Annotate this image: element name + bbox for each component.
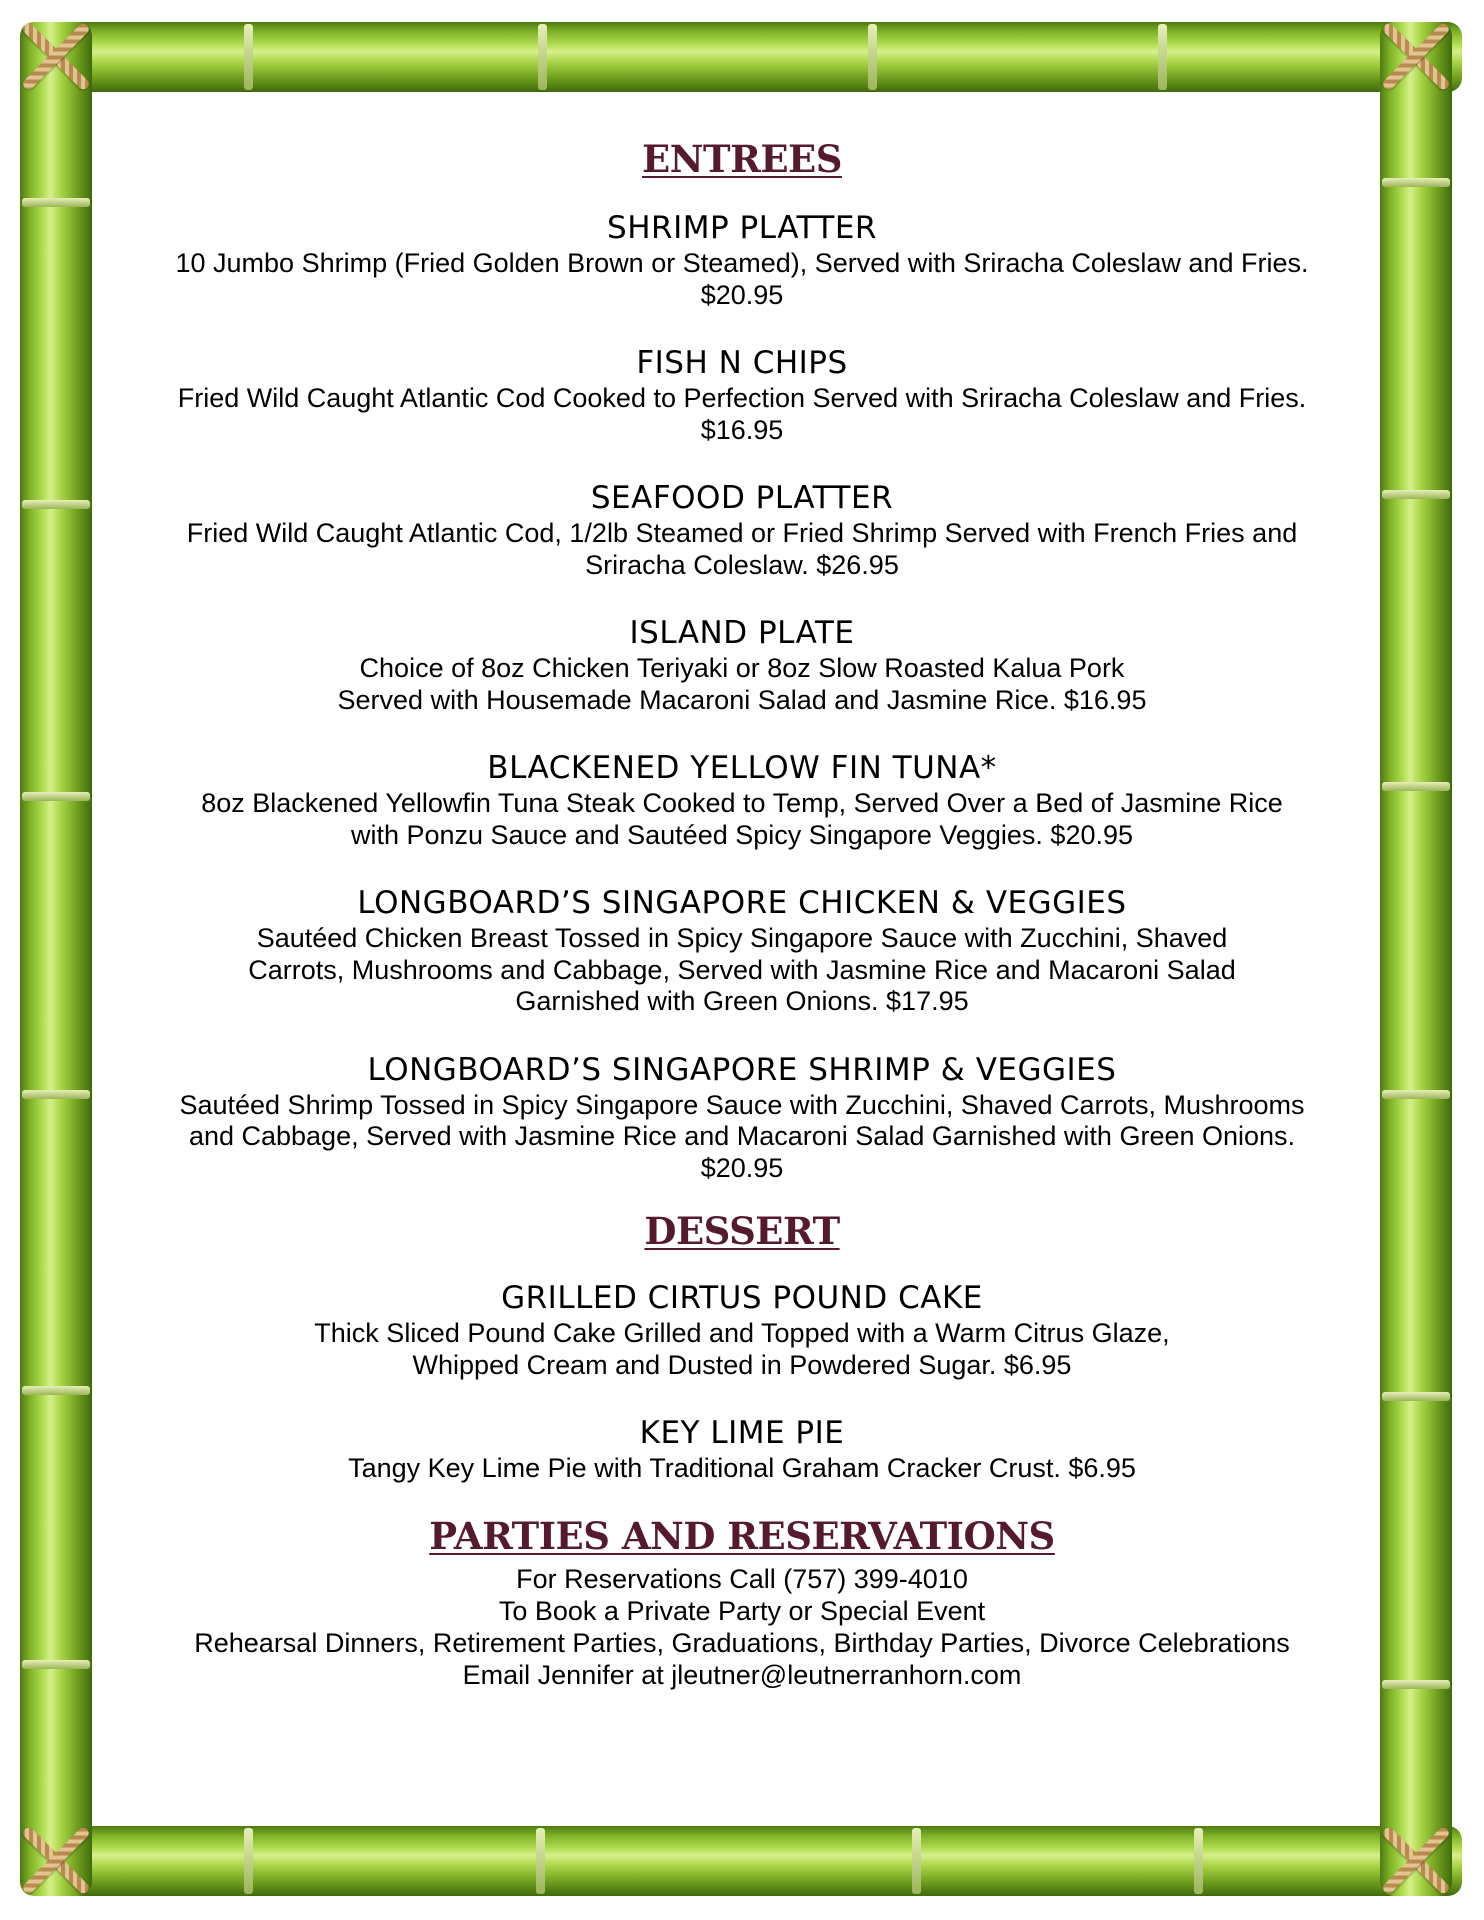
contact-email: Email Jennifer at jleutner@leutnerranhorn.com [462, 1659, 1022, 1690]
item-name: LONGBOARD’S SINGAPORE SHRIMP & VEGGIES [367, 1051, 1117, 1088]
item-description: Carrots, Mushrooms and Cabbage, Served with Jasmine Rice and Macaroni Salad [248, 954, 1236, 985]
rope-knot-icon [20, 20, 92, 92]
item-description: Thick Sliced Pound Cake Grilled and Topped with a Warm Citrus Glaze, [314, 1318, 1170, 1348]
rope-knot-icon [20, 1824, 92, 1896]
menu-item [130, 1050, 1354, 1185]
bamboo-node [538, 24, 547, 90]
entrees-section [130, 132, 1354, 1184]
item-name: KEY LIME PIE [639, 1415, 845, 1451]
item-name: SHRIMP PLATTER [607, 210, 877, 246]
item-description: Choice of 8oz Chicken Teriyaki or 8oz Slow Roasted Kalua Pork [359, 653, 1125, 683]
bamboo-node [22, 1386, 90, 1395]
item-description: Fried Wild Caught Atlantic Cod Cooked to Perfection Served with Sriracha Coleslaw and Fries. [177, 383, 1307, 413]
menu-item [130, 1278, 1354, 1381]
item-description: $20.95 [700, 279, 784, 310]
bamboo-node [22, 500, 90, 509]
item-description: Tangy Key Lime Pie with Traditional Graham Cracker Crust. $6.95 [348, 1453, 1136, 1483]
item-name: SEAFOOD PLATTER [590, 480, 894, 516]
reservation-phone: For Reservations Call (757) 399-4010 [516, 1563, 968, 1594]
item-description: Garnished with Green Onions. $17.95 [515, 986, 969, 1016]
menu-item [130, 883, 1354, 1018]
bamboo-bottom [22, 1826, 1462, 1896]
bamboo-left [20, 22, 92, 1896]
menu-item [130, 208, 1354, 311]
bamboo-node [868, 24, 877, 90]
item-name: BLACKENED YELLOW FIN TUNA* [487, 750, 997, 786]
section-heading-entrees: ENTREES [642, 137, 842, 181]
bamboo-node [1158, 24, 1167, 90]
menu-item [130, 613, 1354, 716]
bamboo-node [1382, 1392, 1450, 1401]
parties-section [130, 1509, 1354, 1691]
item-description: and Cabbage, Served with Jasmine Rice and Macaroni Salad Garnished with Green Onions. [188, 1121, 1296, 1151]
bamboo-node [244, 1828, 253, 1894]
item-description: Sautéed Chicken Breast Tossed in Spicy Singapore Sauce with Zucchini, Shaved [256, 923, 1228, 953]
bamboo-node [22, 1660, 90, 1669]
item-description: Fried Wild Caught Atlantic Cod, 1/2lb Steamed or Fried Shrimp Served with French Fries and [186, 518, 1298, 548]
bamboo-node [1194, 1828, 1203, 1894]
item-name: FISH N CHIPS [636, 345, 848, 381]
dessert-section [130, 1204, 1354, 1485]
bamboo-top [22, 22, 1462, 92]
bamboo-node [1382, 1090, 1450, 1099]
private-party-line: To Book a Private Party or Special Event [498, 1595, 986, 1626]
bamboo-node [1382, 490, 1450, 499]
rope-knot-icon [1380, 1824, 1452, 1896]
item-description: 10 Jumbo Shrimp (Fried Golden Brown or Steamed), Served with Sriracha Coleslaw and Fries. [175, 248, 1309, 278]
rope-knot-icon [1380, 20, 1452, 92]
section-heading-dessert: DESSERT [644, 1209, 840, 1253]
bamboo-node [244, 24, 253, 90]
bamboo-node [1382, 178, 1450, 187]
item-description: Served with Housemade Macaroni Salad and Jasmine Rice. $16.95 [337, 684, 1147, 715]
menu-content [130, 132, 1354, 1691]
menu-item [130, 1413, 1354, 1485]
event-types-line: Rehearsal Dinners, Retirement Parties, Graduations, Birthday Parties, Divorce Celebrations [194, 1627, 1290, 1658]
item-description: Sautéed Shrimp Tossed in Spicy Singapore Sauce with Zucchini, Shaved Carrots, Mushrooms [179, 1089, 1305, 1120]
item-description: 8oz Blackened Yellowfin Tuna Steak Cooked to Temp, Served Over a Bed of Jasmine Rice [201, 788, 1283, 818]
menu-item [130, 343, 1354, 446]
item-description: with Ponzu Sauce and Sautéed Spicy Singapore Veggies. $20.95 [350, 819, 1134, 850]
item-name: GRILLED CIRTUS POUND CAKE [501, 1280, 983, 1316]
item-name: ISLAND PLATE [629, 615, 855, 651]
section-heading-parties: PARTIES AND RESERVATIONS [429, 1513, 1055, 1558]
bamboo-node [1382, 1680, 1450, 1689]
bamboo-node [1382, 782, 1450, 791]
item-name: LONGBOARD’S SINGAPORE CHICKEN & VEGGIES [357, 885, 1127, 921]
bamboo-right [1380, 22, 1452, 1896]
bamboo-node [536, 1828, 545, 1894]
bamboo-node [22, 1090, 90, 1099]
menu-item [130, 748, 1354, 851]
item-description: $16.95 [700, 414, 784, 445]
item-description: $20.95 [700, 1152, 784, 1183]
bamboo-node [912, 1828, 921, 1894]
bamboo-node [22, 792, 90, 801]
menu-item [130, 478, 1354, 581]
bamboo-node [22, 198, 90, 207]
item-description: Sriracha Coleslaw. $26.95 [585, 549, 899, 580]
item-description: Whipped Cream and Dusted in Powdered Sugar. $6.95 [412, 1349, 1072, 1380]
